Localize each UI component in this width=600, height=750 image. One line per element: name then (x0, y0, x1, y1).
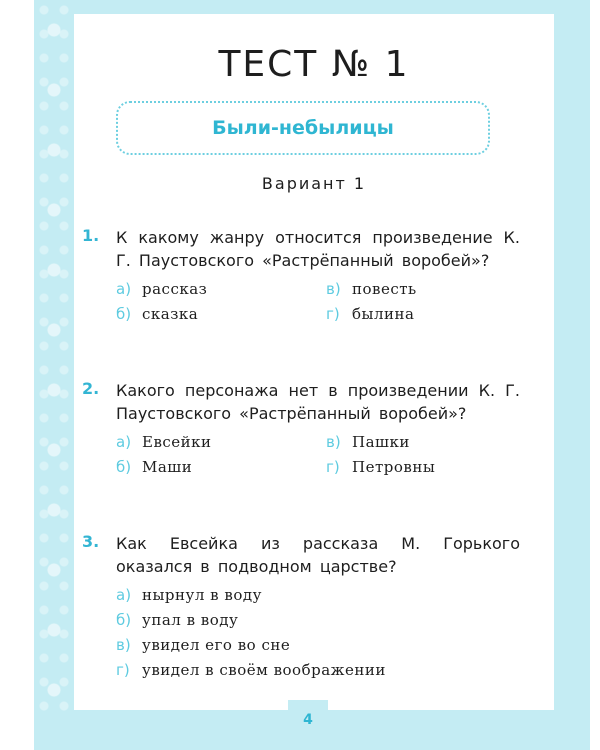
answer-option-g[interactable] (116, 661, 526, 682)
answer-option-g[interactable] (326, 458, 526, 479)
answer-letter: б) (116, 305, 132, 323)
answer-option-a[interactable] (116, 586, 526, 607)
answer-option-v[interactable] (116, 636, 526, 657)
question-text: Какого персонажа нет в произведении К. Г. Паустовского «Растрёпанный воробей»? (116, 381, 520, 423)
test-page (74, 14, 554, 710)
answer-options (116, 280, 520, 326)
topic-box (116, 101, 490, 155)
answer-text: нырнул в воду (142, 586, 262, 604)
answer-text: увидел его во сне (142, 636, 291, 654)
question-number: 3. (82, 532, 100, 551)
answer-option-b[interactable] (116, 305, 326, 326)
answer-text: Пашки (352, 433, 410, 451)
answer-letter: а) (116, 280, 132, 298)
answer-text: Петровны (352, 458, 436, 476)
answer-text: повесть (352, 280, 417, 298)
answer-text: упал в воду (142, 611, 239, 629)
question-number: 1. (82, 226, 100, 245)
answer-letter: а) (116, 586, 132, 604)
question-text: К какому жанру относится произведение К. Г. Паустовского «Растрёпанный воробей»? (116, 228, 520, 270)
question-2 (82, 379, 520, 479)
answer-text: Маши (142, 458, 193, 476)
question-number: 2. (82, 379, 100, 398)
answer-text: Евсейки (142, 433, 212, 451)
answer-letter: б) (116, 458, 132, 476)
answer-letter: в) (116, 636, 131, 654)
answer-text: былина (352, 305, 415, 323)
question-3 (82, 532, 520, 682)
variant-label: Вариант 1 (261, 174, 367, 193)
answer-letter: а) (116, 433, 132, 451)
answer-letter: г) (326, 305, 340, 323)
page-number-tab (288, 700, 328, 740)
answer-letter: б) (116, 611, 132, 629)
answer-text: увидел в своём воображении (142, 661, 386, 679)
answer-option-b[interactable] (116, 458, 326, 479)
answer-option-a[interactable] (116, 433, 326, 454)
question-text: Как Евсейка из рассказа М. Горького оказался в подводном царстве? (116, 534, 520, 576)
decorative-pattern (34, 0, 74, 720)
topic-title: Были-небылицы (212, 117, 394, 139)
answer-letter: в) (326, 280, 341, 298)
answer-options (116, 433, 520, 479)
answer-option-v[interactable] (326, 433, 526, 454)
answer-options (116, 586, 520, 682)
answer-option-b[interactable] (116, 611, 526, 632)
page-number: 4 (303, 712, 313, 728)
answer-text: сказка (142, 305, 199, 323)
answer-option-a[interactable] (116, 280, 326, 301)
answer-letter: в) (326, 433, 341, 451)
answer-letter: г) (326, 458, 340, 476)
answer-option-v[interactable] (326, 280, 526, 301)
answer-letter: г) (116, 661, 130, 679)
answer-option-g[interactable] (326, 305, 526, 326)
page-title: ТЕСТ № 1 (218, 44, 410, 85)
answer-text: рассказ (142, 280, 208, 298)
question-1 (82, 226, 520, 326)
